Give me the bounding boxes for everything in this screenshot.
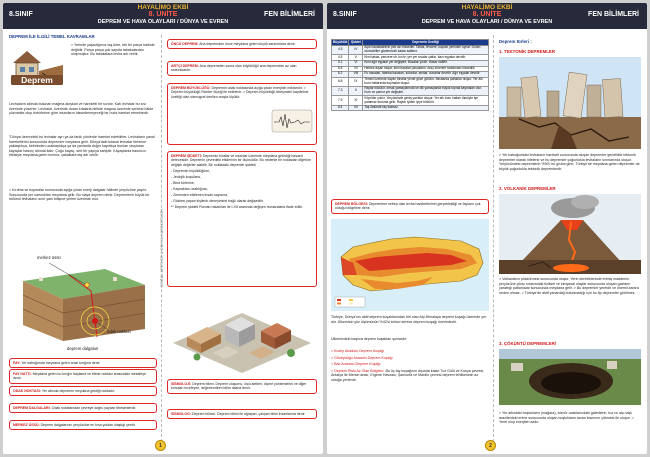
table-header: Depremin Özelliği xyxy=(363,40,489,46)
types-title: Deprem türleri : xyxy=(499,39,532,44)
fault-zone-item: > Kuzey Anadolu Deprem Kuşağı xyxy=(331,349,385,353)
column-divider xyxy=(493,35,494,447)
intensity-cell: VII xyxy=(349,66,363,72)
seismograph-illustration xyxy=(271,109,313,133)
fault-zone-item: > Deprem Riski Az Olan Bölgeler: xyxy=(331,368,385,373)
waves-label: deprem dalgaları xyxy=(67,346,99,351)
description-cell: Herkes dışarı kaçar; kimi bacalar parçalanır. Araç sürenler tarafından hissedilir. xyxy=(363,66,489,72)
box-deprem-siddeti xyxy=(167,151,317,287)
grade-label: 8.SINIF xyxy=(9,11,33,18)
box-term: DEPREM BÖLGESİ: xyxy=(335,202,368,206)
page-number: 2 xyxy=(485,440,496,451)
table-row xyxy=(332,45,489,54)
table-row xyxy=(332,77,489,86)
deprem-logo-text: Deprem xyxy=(21,75,53,85)
type-title: 1. TEKTONİK DEPREMLER xyxy=(499,49,556,54)
section-title: DEPREM İLE İLGİLİ TEMEL KAVRAMLAR xyxy=(9,34,95,39)
table-body xyxy=(332,45,489,110)
turkey-earthquake-map xyxy=(331,219,489,311)
type-title: 2. VOLKANİK DEPREMLER xyxy=(499,186,556,191)
def-term: MERKEZ ÜSSÜ: xyxy=(13,423,40,427)
topic-label: DEPREM VE HAVA OLAYLARI / DÜNYA VE EVREN xyxy=(421,19,553,25)
def-dalga xyxy=(9,403,157,413)
magnitude-cell: 6.8 xyxy=(332,77,349,86)
intensity-factor: - Zeminden etkilenen insan sayısına, xyxy=(171,192,229,197)
box-term: SİSMOLOG: xyxy=(171,412,192,416)
epicenter-label: merkez üssü xyxy=(37,255,61,260)
brand-label: HAYALİMO EKBİ xyxy=(461,4,513,11)
intensity-factor: - Jeolojik koşullara, xyxy=(171,175,201,180)
description-cell: Taş üstünde taş kalmaz. xyxy=(363,105,489,111)
city-damage-illustration xyxy=(167,291,317,375)
fault-zone-tail: Bu üç fay kuşağının dışında kalan Tuz Gölü ve Konya çevresi, Antalya ile Mersin arası, Ergene Havzası, Şanlıurfa ve Mardin çevresi deprem tehlikesinin az olduğu yerlerdir. xyxy=(331,368,485,382)
page-header xyxy=(3,3,323,29)
brand-label: HAYALİMO EKBİ xyxy=(137,4,189,11)
table-row xyxy=(332,87,489,96)
def-merkez xyxy=(9,420,157,430)
side-label: DOĞAL AFETLER & DÜNYA HAREKETLERİ xyxy=(160,209,164,287)
collapse-earthquake-illustration xyxy=(499,349,641,405)
description-cell: Temeli üzerinde kayan binalar yerde göze görülür. Binalarda çatlaklar oluşur. Yer altı boru hatlarında kopmalar oluşur. xyxy=(363,77,489,86)
description-cell: Köprüler yıkılır. Yeryüzünde geniş yarıklar oluşur. Yer altı boru hatları tümüyle işe yaramaz duruma gelir. Raylar iyiden iyiye bükülür. xyxy=(363,96,489,105)
fault-zone-item: > Güneydoğu Anadolu Deprem Kuşağı xyxy=(331,355,393,360)
def-text: Deprem dalgalarının yeryüzüne en kısa yoldan ulaştığı yerdir. xyxy=(40,423,136,427)
def-text: Yer altında depremin meydana geldiği noktadır. xyxy=(41,389,115,393)
box-term: ARTÇI DEPREM: xyxy=(171,64,199,68)
description-cell: Kimi ağır eşyalar yer değiştirir. Bacalar yıkılır. Hasar hafiftir. xyxy=(363,60,489,66)
def-fay xyxy=(9,358,157,368)
intensity-factor: - Kaynaktan uzaklığına, xyxy=(171,186,208,191)
box-text: Depremin odak noktasında açığa çıkan enerjinin miktarıdır. > Deprem büyüklüğü Richter ölçeği ile belirlenir. > Deprem büyüklüğü titreşimleri kaydetme özelliği olan sismograf denilen araçla ölçülür. xyxy=(171,86,309,99)
topic-label: DEPREM VE HAVA OLAYLARI / DÜNYA VE EVREN xyxy=(97,19,229,25)
box-term: DEPREM BÜYÜKLÜĞÜ: xyxy=(171,86,211,90)
table-header: Büyüklük xyxy=(333,39,348,44)
def-term: FAY HATTI: xyxy=(13,372,32,376)
type-text: > Volkanların püskürmesi sonucunda oluşur. Yerin derinliklerinde erimiş maddenin yeryüzüne çıkışı sırasındaki fiziksel ve kimyasal olaylar sonucunda oluşan gazların yarattığı patlamalar sonucunda meydana gelir. > Bu depremler yereldir ve önemli zarara neden olmaz. > Türkiye'de aktif yanardağ bulunmadığı için bu tip depremler görülmez. xyxy=(499,277,639,295)
magnitude-cell: 8.4 xyxy=(332,105,349,111)
deprem-logo-illustration xyxy=(9,41,67,89)
type-text: > Yer kabuğundaki levhaların hareketi sonucunda oluşan depremler genellikle tektonik depremler olarak nitelenir ve bu depremler çoğunlukla levhaların sınırlarında oluşur. Yeryüzündeki depremlerin %90'ı bu gruba girer. Türkiye'de meydana gelen depremler de büyük çoğunlukla tektonik depremlerdir. xyxy=(499,153,640,171)
quote-text: "Dünya üzerindeki bu levhalar ayrı ya da farklı yönlerde hareket edebilirler. Levhaların yanal hareketlerini sonucunda depremler meydana gelir. Dünya'daki kıtasal levhalar birbirine yaklaştıkça, birbirinden uzaklaştıkça ya da yanlarda doğru kaydıkça bunları oluşturan kayaçlar basınç altında kalır. Çoğu kayaç, sert bir yapıya sahiptir. Kayaçlarda basıncın etkisiyle meydana gelen kırılma, çatlaklara fay adı verilir. xyxy=(9,135,155,158)
description-cell: Açık havadakilerin pek azı hisseder. Tabak, tencere, kapılar yerinden oynar. Duran otomobiller gözlenecek kadar sallanır. xyxy=(363,45,489,54)
page-number: 1 xyxy=(155,440,166,451)
box-sismolog xyxy=(167,409,317,419)
box-deprem-bolgesi xyxy=(331,199,489,214)
left-page xyxy=(3,3,323,454)
plates-text: Levhaların altında bulunan mağma akışkan ve hareketli bir sıvıdır. Katı levhalar bu sıvı üzerinde yüzerler. Levhalar, üzerinde duran kıtalarla birlikte magma üzerinde serbest hâlde yüzmekte olup birbirlerine göre insanların hissedemeyeceği bir hızla hareket etmektedir. xyxy=(9,102,154,116)
magnitude-intensity-table xyxy=(331,39,489,111)
type-title: 3. ÇÖKÜNTÜ DEPREMLERİ xyxy=(499,341,556,346)
magnitude-cell: 7.3 xyxy=(332,87,349,96)
intensity-factor: - Depremin büyüklüğüne, xyxy=(171,169,211,174)
box-term: ÖNCÜ DEPREM: xyxy=(171,42,199,46)
def-term: DEPREM DALGALARI: xyxy=(13,406,51,410)
magnitude-cell: 7.9 xyxy=(332,96,349,105)
page-header xyxy=(327,3,647,29)
intensity-cell: VI xyxy=(349,60,363,66)
description-cell: Kimi tabak, pencere vb. kırılır; yer yer sıvalar çatlar, bazı eşyalar devrilir. xyxy=(363,55,489,61)
box-text: Depremin binalar ve insanlar üzerinde meydana getirdiği hasarın derecesidir. Depremin çevredeki etkilerinin bir ölçüsüdür. Bu nedenle bir noktadan diğerine değişik değerler alabilir. Bir noktadaki depremin şiddeti; xyxy=(171,154,311,167)
focus-label: odak noktası xyxy=(107,329,131,334)
header-center xyxy=(75,3,251,26)
intensity-cell: X xyxy=(349,87,363,96)
intensity-cell: IV xyxy=(349,45,363,54)
table-header: Şiddet xyxy=(349,40,363,46)
intensity-factor: - Bina türlerine, xyxy=(171,181,195,186)
table-row xyxy=(332,96,489,105)
unit-label: 8. ÜNİTE xyxy=(148,11,178,18)
def-text: Odak noktasından çevreye doğru yayılan titreşimlerdir. xyxy=(51,406,137,410)
box-text: Deprem bilimci. Deprem bilimi ile uğraşan, çalışan bilim insanlarına denir. xyxy=(192,412,306,416)
box-term: SİSMOLOJİ: xyxy=(171,382,192,386)
box-sismoloji xyxy=(167,379,317,394)
subject-label: FEN BİLİMLERİ xyxy=(264,11,315,18)
faults-intro: Ülkemizdeki başlıca deprem kuşakları şunlardır: xyxy=(331,337,408,341)
def-term: ODAK NOKTASI: xyxy=(13,389,41,393)
def-text: Meydana gelen bu kırığın başlama ve bitme noktası arasındaki mesafeye denir. xyxy=(13,372,147,381)
def-odak xyxy=(9,386,157,396)
intensity-factor: - Gözlem yapan kişilerin deneyimine bağlı olarak değişebilir. xyxy=(171,198,264,203)
box-oncu-deprem xyxy=(167,39,317,49)
intensity-cell: V xyxy=(349,55,363,61)
def-text: Yer kabuğunda meydana gelen arazi kırığına denir. xyxy=(21,361,101,365)
description-cell: Raylar bükülür. Irmak yamaçlarında ve dik yamaçlarda büyük toprak kaymaları olur. Kum ve çamur yer değiştirir. xyxy=(363,87,489,96)
intensity-note: ** Deprem şiddeti Roman rakamları ile I-XII arasında değişen numaralarla ifade edilir. xyxy=(171,204,303,209)
box-artci-deprem xyxy=(167,61,317,76)
volcanic-earthquake-illustration xyxy=(499,194,641,274)
magnitude-cell: 5.1 xyxy=(332,60,349,66)
magnitude-cell: 4.3 xyxy=(332,45,349,54)
magnitude-cell: 6.2 xyxy=(332,72,349,78)
box-text: Deprem bilimi. Deprem oluşumu, ölçü aletleri, ölçme yöntemlerini ve diğer konuları inceleyen, değerlendiren bilim dalına denir. xyxy=(171,382,307,391)
box-text: Ana depremden önce meydana gelen küçük sarsıntılara denir. xyxy=(199,42,296,46)
grade-label: 8.SINIF xyxy=(333,11,357,18)
turkey-text: Türkiye, Dünya'nın aktif deprem kuşaklarından biri olan Alp-Himalaya deprem kuşağı üzerinde yer alır. Ülkemizin yüz ölçümünün %42'si birinci derece deprem kuşağı üzerindedir. xyxy=(331,315,487,324)
box-text: Depremlere sebep olan levha hareketlerinin gerçekleştiği ve fayların çok olduğu bölgelere denir. xyxy=(335,202,481,211)
fault-text: > Kırılma ve kopmalar sonucunda açığa çıkan enerji dalgalar hâlinde yeryüzüne yayılır. Sonucunda yer sarsıntıları meydana gelir. Bu olaya deprem denir. Depremlerin büyük bir bölümü levhaların sınır yani bitişme yerleri üzerinde olur. xyxy=(9,188,150,202)
intensity-cell: XII xyxy=(349,105,363,111)
magnitude-cell: 5.6 xyxy=(332,66,349,72)
fault-zone-item: > Batı Anadolu Deprem Kuşağı xyxy=(331,362,381,367)
fault-block-diagram xyxy=(9,229,157,353)
intro-text: > Yerinde yaşadığımız taş küre, tek bir parça halinde değildir. Parça parça çok sayıda tabakalardan oluşmuştur. Bu tabakalara levha adı verilir. xyxy=(71,43,155,57)
type-text: > Yer altındaki boşlukların (mağara), kömür ocaklarındaki galerilerin, tuz ve alçı taşlı arazilerdeki erime sonucunda oluşan boşlukların tavan kısmının çökmesi ile oluşur. > Yerel olup enerjileri azdır. xyxy=(499,411,634,425)
intensity-cell: IX xyxy=(349,77,363,86)
unit-label: 8. ÜNİTE xyxy=(472,11,502,18)
def-term: FAY: xyxy=(13,361,21,365)
subject-label: FEN BİLİMLERİ xyxy=(588,11,639,18)
box-term: DEPREM ŞİDDETİ: xyxy=(171,154,202,158)
fault-zone-list xyxy=(331,349,489,385)
intensity-cell: XI xyxy=(349,96,363,105)
box-text: Ana depremden sonra olan büyüklüğü ana depremden az olan sarsıntılardır. xyxy=(171,64,297,73)
magnitude-cell: 4.5 xyxy=(332,55,349,61)
description-cell: Ev bacaları, fabrika bacaları, sütunlar, anıtlar, duvarlar devrilir. Ağır eşyalar devrilir. xyxy=(363,72,489,78)
intensity-cell: VIII xyxy=(349,72,363,78)
table-row xyxy=(332,105,489,111)
right-page xyxy=(327,3,647,454)
header-center xyxy=(399,3,575,26)
def-fay-hatti xyxy=(9,369,157,384)
tectonic-earthquake-illustration xyxy=(499,57,641,149)
